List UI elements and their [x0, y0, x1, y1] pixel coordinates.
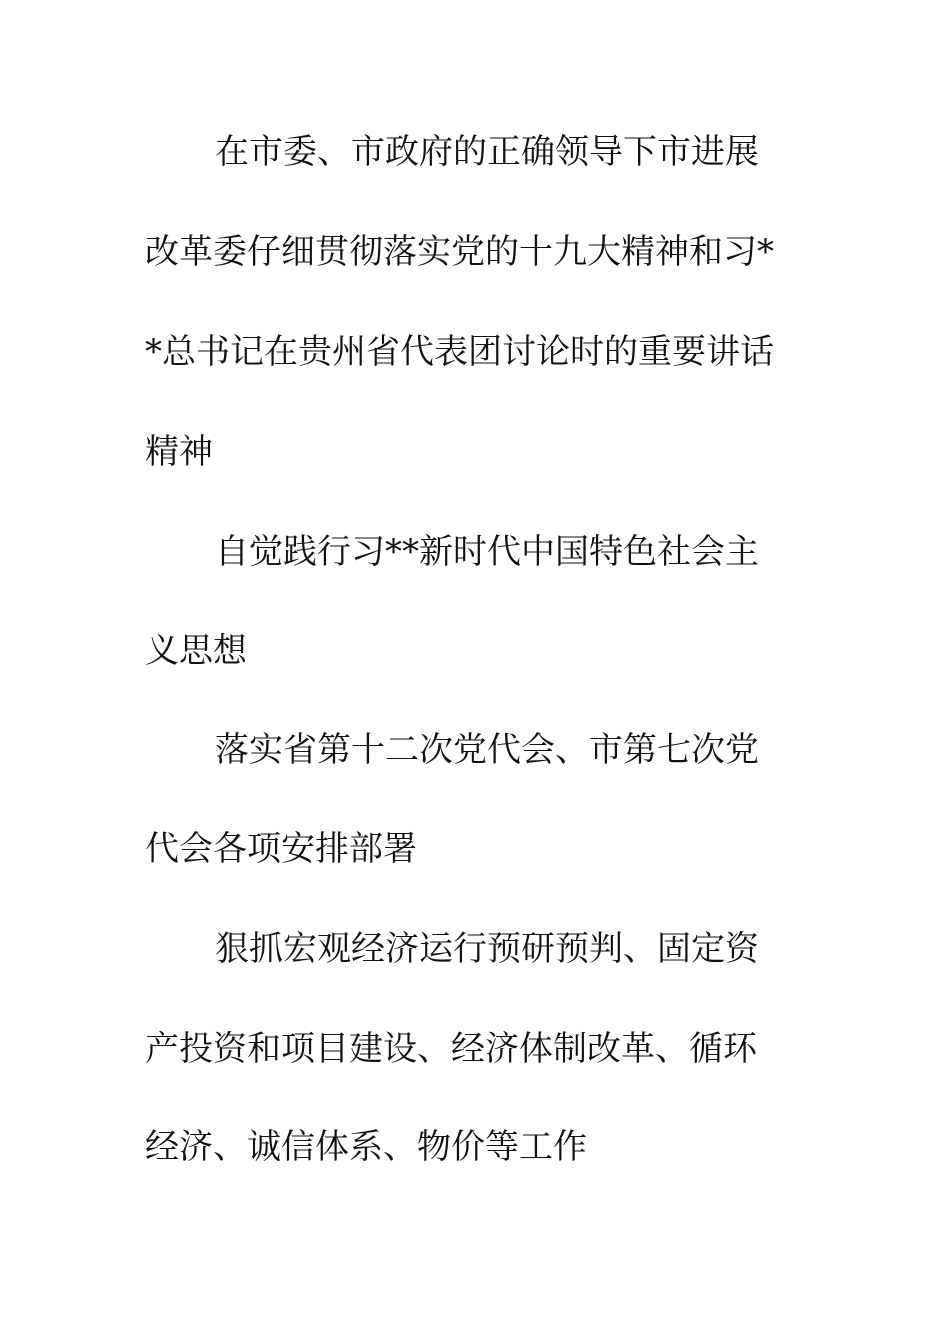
paragraph-4-line-1: 狠抓宏观经济运行预研预判、固定资: [215, 929, 759, 969]
paragraph-1-line-1: 在市委、市政府的正确领导下市进展: [215, 132, 759, 172]
paragraph-3-line-1: 落实省第十二次党代会、市第七次党: [215, 730, 759, 770]
paragraph-1-line-2: 改革委仔细贯彻落实党的十九大精神和习*: [145, 232, 774, 272]
paragraph-3-line-2: 代会各项安排部署: [145, 829, 417, 869]
paragraph-1-line-4: 精神: [145, 432, 213, 472]
paragraph-2-line-2: 义思想: [145, 631, 247, 671]
paragraph-1-line-3: *总书记在贵州省代表团讨论时的重要讲话: [145, 332, 774, 372]
paragraph-4-line-2: 产投资和项目建设、经济体制改革、循环: [145, 1029, 757, 1069]
paragraph-4-line-3: 经济、诚信体系、物价等工作: [145, 1127, 587, 1167]
paragraph-2-line-1: 自觉践行习**新时代中国特色社会主: [215, 532, 759, 572]
